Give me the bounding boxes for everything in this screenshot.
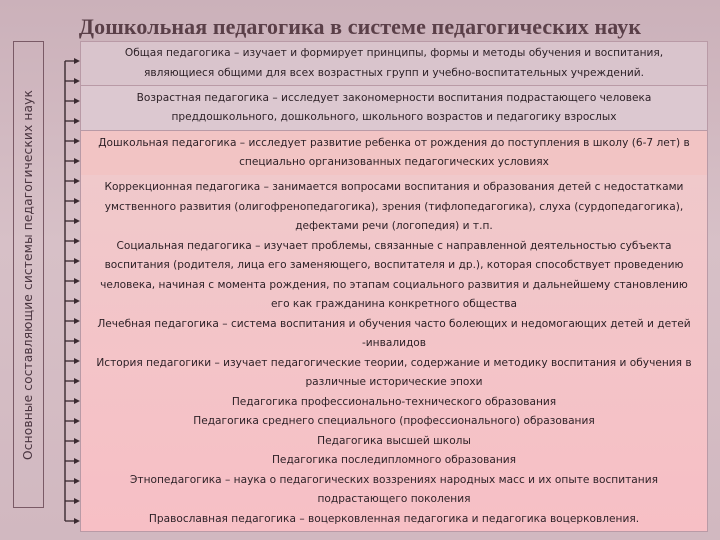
branch-history bbox=[81, 354, 707, 393]
branch-text bbox=[130, 471, 658, 510]
branch-text-line: Педагогика высшей школы bbox=[317, 434, 471, 447]
branch-orthodox bbox=[81, 510, 707, 530]
branch-secondary-special bbox=[81, 412, 707, 432]
branch-text-line: Общая педагогика – изучает и формирует принципы, формы и методы обучения и воспитания, bbox=[124, 47, 664, 60]
branch-text-line: Возрастная педагогика – исследует закономерности воспитания подрастающего человека bbox=[136, 91, 652, 104]
branch-text bbox=[96, 354, 691, 393]
side-label: Основные составляющие системы педагогических наук bbox=[21, 90, 35, 460]
branch-preschool bbox=[81, 131, 707, 175]
branch-text-line: различные исторические эпохи bbox=[305, 376, 483, 389]
branch-therapeutic bbox=[81, 315, 707, 354]
branch-text bbox=[193, 412, 595, 432]
branch-correctional bbox=[81, 178, 707, 237]
branch-text-line: умственного развития (олигофренопедагогика), зрения (тифлопедагогика), слуха (сурдопедагогика), bbox=[104, 200, 684, 213]
branch-text-line: преддошкольного, дошкольного, школьного возрастов и педагогику взрослых bbox=[171, 111, 617, 124]
lower-branches-block bbox=[81, 175, 707, 531]
branch-text-line: специально организованных педагогических условиях bbox=[239, 156, 549, 169]
branch-text bbox=[137, 89, 652, 128]
branch-vocational bbox=[81, 393, 707, 413]
branch-text-line: воспитания (родителя, лица его заменяющего, воспитателя и др.), которая способствует проведению bbox=[104, 259, 684, 272]
branch-text-line: Педагогика среднего специального (профессионального) образования bbox=[193, 415, 595, 428]
branch-ethnopedagogy bbox=[81, 471, 707, 510]
branch-age bbox=[81, 86, 707, 131]
branch-text-line: Педагогика профессионально-технического образования bbox=[231, 395, 557, 408]
branch-arrows bbox=[65, 58, 80, 524]
branch-text bbox=[97, 315, 690, 354]
branch-text bbox=[149, 510, 639, 530]
branch-general bbox=[81, 42, 707, 86]
branch-text bbox=[105, 178, 684, 237]
branch-text-line: Лечебная педагогика – система воспитания и обучения часто болеющих и недомогающих детей и детей bbox=[97, 317, 691, 330]
branch-text-line: История педагогики – изучает педагогические теории, содержание и методику воспитания и обучения в bbox=[96, 356, 692, 369]
branch-text bbox=[272, 451, 516, 471]
branch-social bbox=[81, 237, 707, 315]
branch-text-line: Этнопедагогика – наука о педагогических воззрениях народных масс и их опыте воспитания bbox=[130, 473, 658, 486]
branch-postgraduate bbox=[81, 451, 707, 471]
branch-text-line: Коррекционная педагогика – занимается вопросами воспитания и образования детей с недостатками bbox=[104, 181, 684, 194]
page-title: Дошкольная педагогика в системе педагогических наук bbox=[78, 14, 642, 39]
branch-text bbox=[98, 134, 689, 173]
branch-higher-school bbox=[81, 432, 707, 452]
branch-text-line: подрастающего поколения bbox=[317, 493, 471, 506]
branch-text bbox=[232, 393, 556, 413]
branch-text bbox=[125, 44, 663, 83]
branch-text-line: его как гражданина конкретного общества bbox=[270, 298, 517, 311]
branch-text-line: человека, начиная с момента рождения, по этапам социального развития и дальнейшему становлению bbox=[100, 278, 688, 291]
branch-list bbox=[80, 41, 708, 532]
branch-text-line: Педагогика последипломного образования bbox=[271, 454, 517, 467]
branch-text-line: Православная педагогика – воцерковленная педагогика и педагогика воцерковления. bbox=[148, 512, 640, 525]
branch-text bbox=[100, 237, 688, 315]
branch-text-line: являющиеся общими для всех возрастных групп и учебно-воспитательных учреждений. bbox=[143, 66, 645, 79]
branch-text bbox=[317, 432, 471, 452]
branch-text-line: Дошкольная педагогика – исследует развитие ребенка от рождения до поступления в школу (6-7 лет) в bbox=[98, 136, 690, 149]
branch-text-line: -инвалидов bbox=[361, 337, 427, 350]
branch-text-line: дефектами речи (логопедия) и т.п. bbox=[295, 220, 493, 233]
branch-text-line: Социальная педагогика – изучает проблемы, связанные с направленной деятельностью субъекта bbox=[116, 239, 672, 252]
